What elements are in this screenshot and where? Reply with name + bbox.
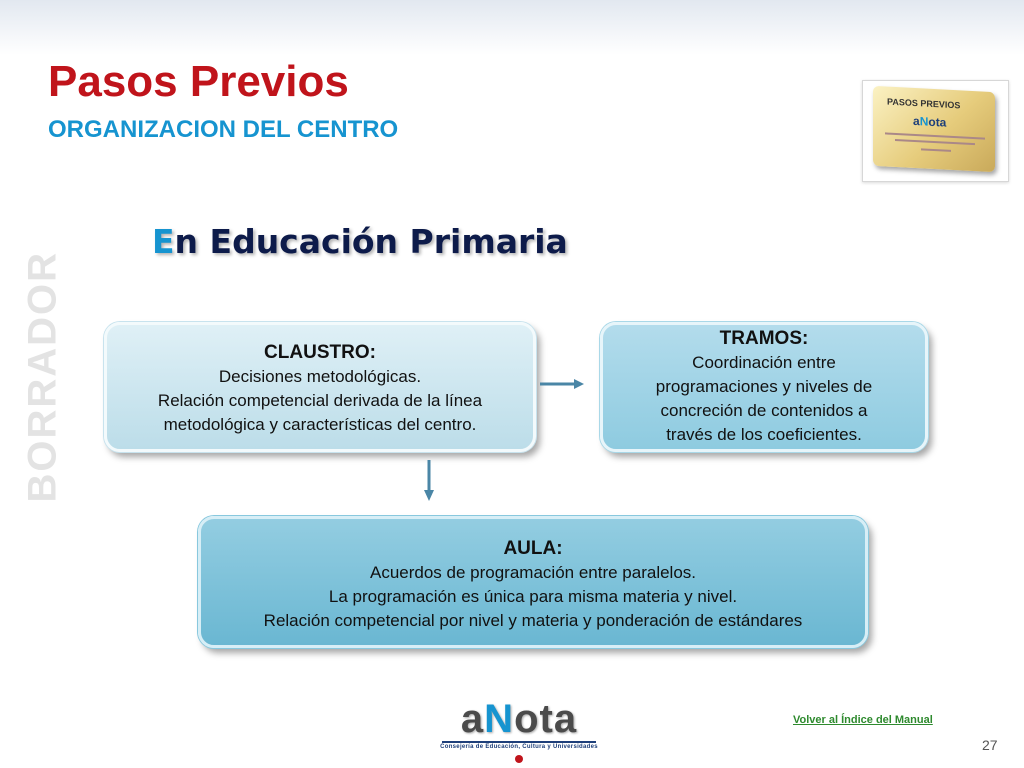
plaque-logo-a: a [913,113,920,129]
plaque-logo-n: N [919,114,929,129]
plaque-logo-ota: ota [928,114,947,130]
plaque-anota-logo [913,114,946,130]
tramos-box [600,322,928,452]
back-to-index-link[interactable]: Volver al Índice del Manual [793,714,933,726]
seal-icon [515,755,523,763]
aula-line: Acuerdos de programación entre paralelos. [369,563,697,582]
plaque-image [873,86,995,172]
brand-subtitle: Consejería de Educación, Cultura y Universidades [440,744,598,750]
section-heading [152,222,568,261]
tramos-line: concreción de contenidos a [660,401,868,420]
heading-rest: n Educación Primaria [174,222,568,261]
pasos-previos-logo-image [862,80,1009,182]
claustro-title: CLAUSTRO: [264,342,376,363]
plaque-title: PASOS PREVIOS [887,96,961,111]
anota-wordmark [440,697,598,742]
aula-title: AULA: [503,538,563,559]
heading-initial: E [152,222,175,261]
plaque-line [921,148,951,152]
tramos-line: través de los coeficientes. [666,425,862,444]
claustro-box [104,322,536,452]
aula-line: Relación competencial por nivel y materia y ponderación de estándares [263,611,803,630]
page-subtitle: ORGANIZACION DEL CENTRO [48,116,399,143]
tramos-line: Coordinación entre [692,353,836,372]
plaque-line [895,139,975,145]
arrow-right-icon [538,376,588,392]
page-title: Pasos Previos [48,57,349,106]
arrow-down-icon [421,458,437,504]
brand-a: a [460,697,485,741]
tramos-line: programaciones y niveles de [655,377,873,396]
tramos-title: TRAMOS: [719,328,809,349]
claustro-line: Relación competencial derivada de la línea [157,391,483,410]
anota-logo [440,697,598,767]
claustro-line: Decisiones metodológicas. [218,367,422,386]
brand-ota: ota [514,697,578,741]
claustro-line: metodológica y características del centro. [163,415,477,434]
brand-rule [442,741,596,743]
aula-box [198,516,868,648]
brand-n: N [484,697,515,741]
page-number: 27 [982,737,998,753]
borrador-watermark: BORRADOR [20,250,65,503]
aula-line: La programación es única para misma materia y nivel. [328,587,738,606]
